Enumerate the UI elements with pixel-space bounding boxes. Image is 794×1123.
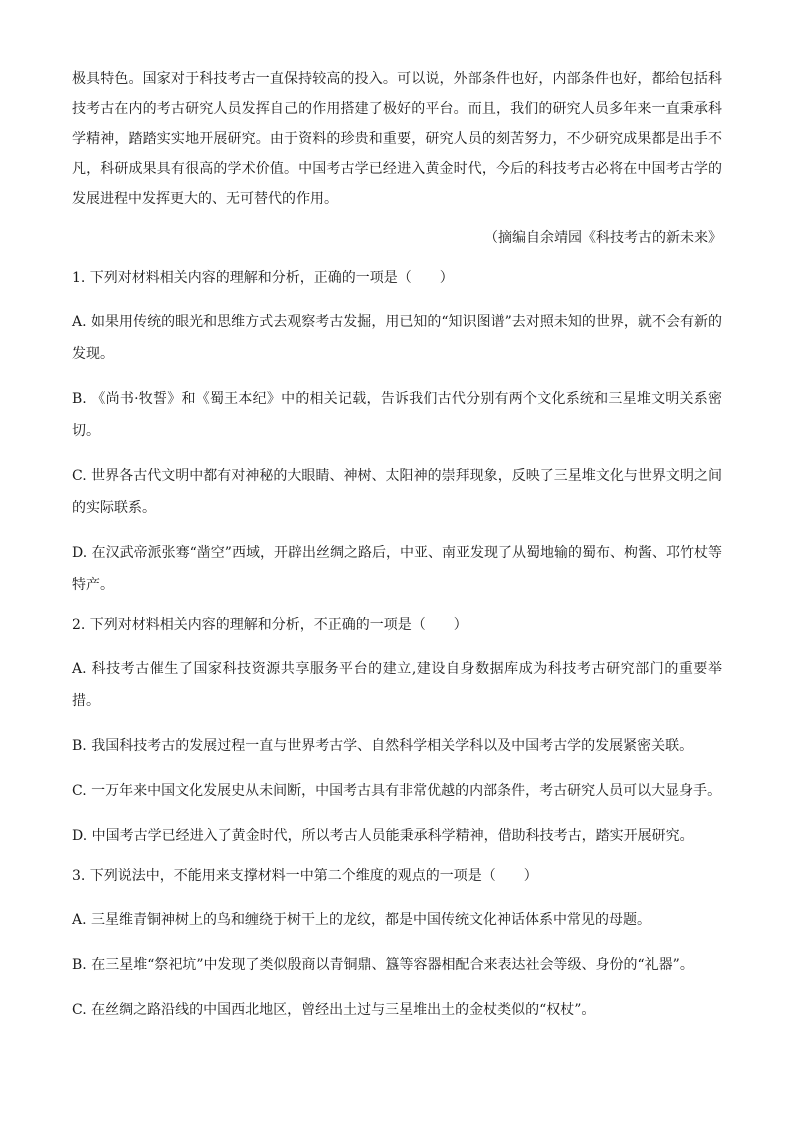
question-2-option-c: C. 一万年来中国文化发展史从未间断，中国考古具有非常优越的内部条件，考古研究人员可以大显身手。 <box>72 783 722 799</box>
question-3-option-c: C. 在丝绸之路沿线的中国西北地区，曾经出土过与三星堆出土的金杖类似的“权杖”。 <box>72 1002 596 1018</box>
question-1-option-b: B. 《尚书·牧誓》和《蜀王本纪》中的相关记载，告诉我们古代分别有两个文化系统和三星堆文明关系密切。 <box>72 391 722 439</box>
question-3-stem: 3. 下列说法中，不能用来支撑材料一中第二个维度的观点的一项是（ ） <box>72 868 538 884</box>
question-3-option-a: A. 三星维青铜神树上的鸟和缠绕于树干上的龙纹，都是中国传统文化神话体系中常见的母题。 <box>72 912 652 928</box>
document-page <box>72 64 722 1026</box>
passage-source: （摘编自余靖园《科技考古的新未来》 <box>484 230 722 246</box>
question-3-option-b: B. 在三星堆“祭祀坑”中发现了类似殷商以青铜鼎、簋等容器相配合来表达社会等级、身份的“礼器”。 <box>72 957 694 973</box>
question-2-option-a: A. 科技考古催生了国家科技资源共享服务平台的建立,建设自身数据库成为科技考古研究部门的重要举措。 <box>72 661 722 709</box>
question-1-stem: 1. 下列对材料相关内容的理解和分析，正确的一项是（ ） <box>72 270 454 286</box>
question-2-option-d: D. 中国考古学已经进入了黄金时代，所以考古人员能秉承科学精神，借助科技考古，踏实开展研究。 <box>72 828 694 844</box>
question-1-option-d: D. 在汉武帝派张骞“凿空”西域，开辟出丝绸之路后，中亚、南亚发现了从蜀地输的蜀布、枸酱、邛竹杖等特产。 <box>72 545 722 593</box>
question-2-stem: 2. 下列对材料相关内容的理解和分析，不正确的一项是（ ） <box>72 617 468 633</box>
question-2-option-b: B. 我国科技考古的发展过程一直与世界考古学、自然科学相关学科以及中国考古学的发展紧密关联。 <box>72 738 694 754</box>
question-1-option-a: A. 如果用传统的眼光和思维方式去观察考古发掘，用已知的“知识图谱”去对照未知的世界，就不会有新的发现。 <box>72 314 722 362</box>
passage-paragraph: 极具特色。国家对于科技考古一直保持较高的投入。可以说，外部条件也好，内部条件也好，都给包括科技考古在内的考古研究人员发挥自己的作用搭建了极好的平台。而且，我们的研究人员多年来一直秉承科学精神，踏踏实实地开展研究。由于资料的珍贵和重要，研究人员的刻苦努力，不少研究成果都是出手不凡，科研成果具有很高的学术价值。中国考古学已经进入黄金时代，今后的科技考古必将在中国考古学的发展进程中发挥更大的、无可替代的作用。 <box>72 71 722 207</box>
question-1-option-c: C. 世界各古代文明中都有对神秘的大眼睛、神树、太阳神的崇拜现象，反映了三星堆文化与世界文明之间的实际联系。 <box>72 468 722 516</box>
